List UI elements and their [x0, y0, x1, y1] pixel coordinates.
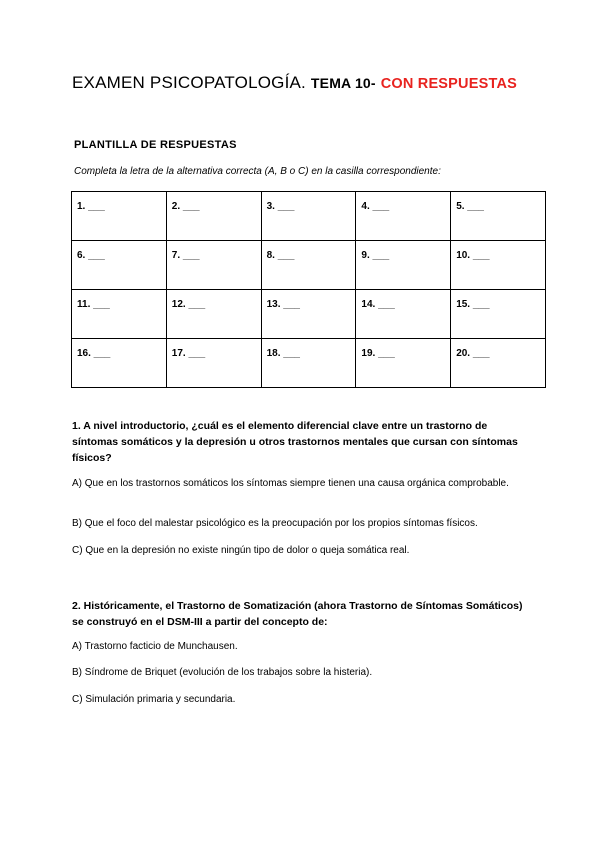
answer-cell[interactable]: 13. ___: [261, 290, 356, 339]
question-1-option-a: A) Que en los trastornos somáticos los síntomas siempre tienen una causa orgánica comprobable.: [72, 478, 509, 489]
answer-grid-row: [72, 241, 546, 290]
answer-cell[interactable]: 14. ___: [356, 290, 451, 339]
answer-cell[interactable]: 20. ___: [451, 339, 546, 388]
question-1-text: 1. A nivel introductorio, ¿cuál es el elemento diferencial clave entre un trastorno de síntomas somáticos y la depresión u otros trastornos mentales que cursan con síntomas físicos?: [72, 420, 518, 464]
answer-cell[interactable]: 8. ___: [261, 241, 356, 290]
answer-cell[interactable]: 11. ___: [72, 290, 167, 339]
title-tema: TEMA 10-: [310, 75, 376, 91]
title-answers-label: CON RESPUESTAS: [380, 76, 517, 92]
answer-grid-row: [72, 290, 546, 339]
answer-grid-row: [72, 192, 546, 241]
answer-cell[interactable]: 3. ___: [261, 192, 356, 241]
answer-cell[interactable]: 4. ___: [356, 192, 451, 241]
answer-cell[interactable]: 12. ___: [166, 290, 261, 339]
answer-cell[interactable]: 1. ___: [72, 192, 167, 241]
answer-cell[interactable]: 7. ___: [166, 241, 261, 290]
answer-cell[interactable]: 5. ___: [451, 192, 546, 241]
title-main: EXAMEN PSICOPATOLOGÍA.: [72, 73, 306, 92]
answer-template-heading: PLANTILLA DE RESPUESTAS: [74, 139, 237, 151]
answer-template-instructions: Completa la letra de la alternativa correcta (A, B o C) en la casilla correspondiente:: [74, 166, 441, 177]
answer-cell[interactable]: 2. ___: [166, 192, 261, 241]
question-1-option-b: B) Que el foco del malestar psicológico es la preocupación por los propios síntomas físicos.: [72, 518, 478, 529]
answer-cell[interactable]: 10. ___: [451, 241, 546, 290]
answer-cell[interactable]: 19. ___: [356, 339, 451, 388]
answer-grid-row: [72, 339, 546, 388]
answer-cell[interactable]: 18. ___: [261, 339, 356, 388]
answer-cell[interactable]: 16. ___: [72, 339, 167, 388]
answer-cell[interactable]: 9. ___: [356, 241, 451, 290]
answer-cell[interactable]: 6. ___: [72, 241, 167, 290]
question-2-option-b: B) Síndrome de Briquet (evolución de los trabajos sobre la histeria).: [72, 667, 373, 678]
question-1-option-c: C) Que en la depresión no existe ningún tipo de dolor o queja somática real.: [72, 545, 410, 556]
answer-cell[interactable]: 17. ___: [166, 339, 261, 388]
question-2-option-a: A) Trastorno facticio de Munchausen.: [72, 641, 238, 652]
answer-grid: [71, 191, 546, 388]
question-2-text: 2. Históricamente, el Trastorno de Somatización (ahora Trastorno de Síntomas Somáticos) se construyó en el DSM-III a partir del concepto de:: [72, 600, 523, 628]
answer-cell[interactable]: 15. ___: [451, 290, 546, 339]
question-2-option-c: C) Simulación primaria y secundaria.: [72, 694, 236, 705]
page-title: [72, 73, 517, 93]
